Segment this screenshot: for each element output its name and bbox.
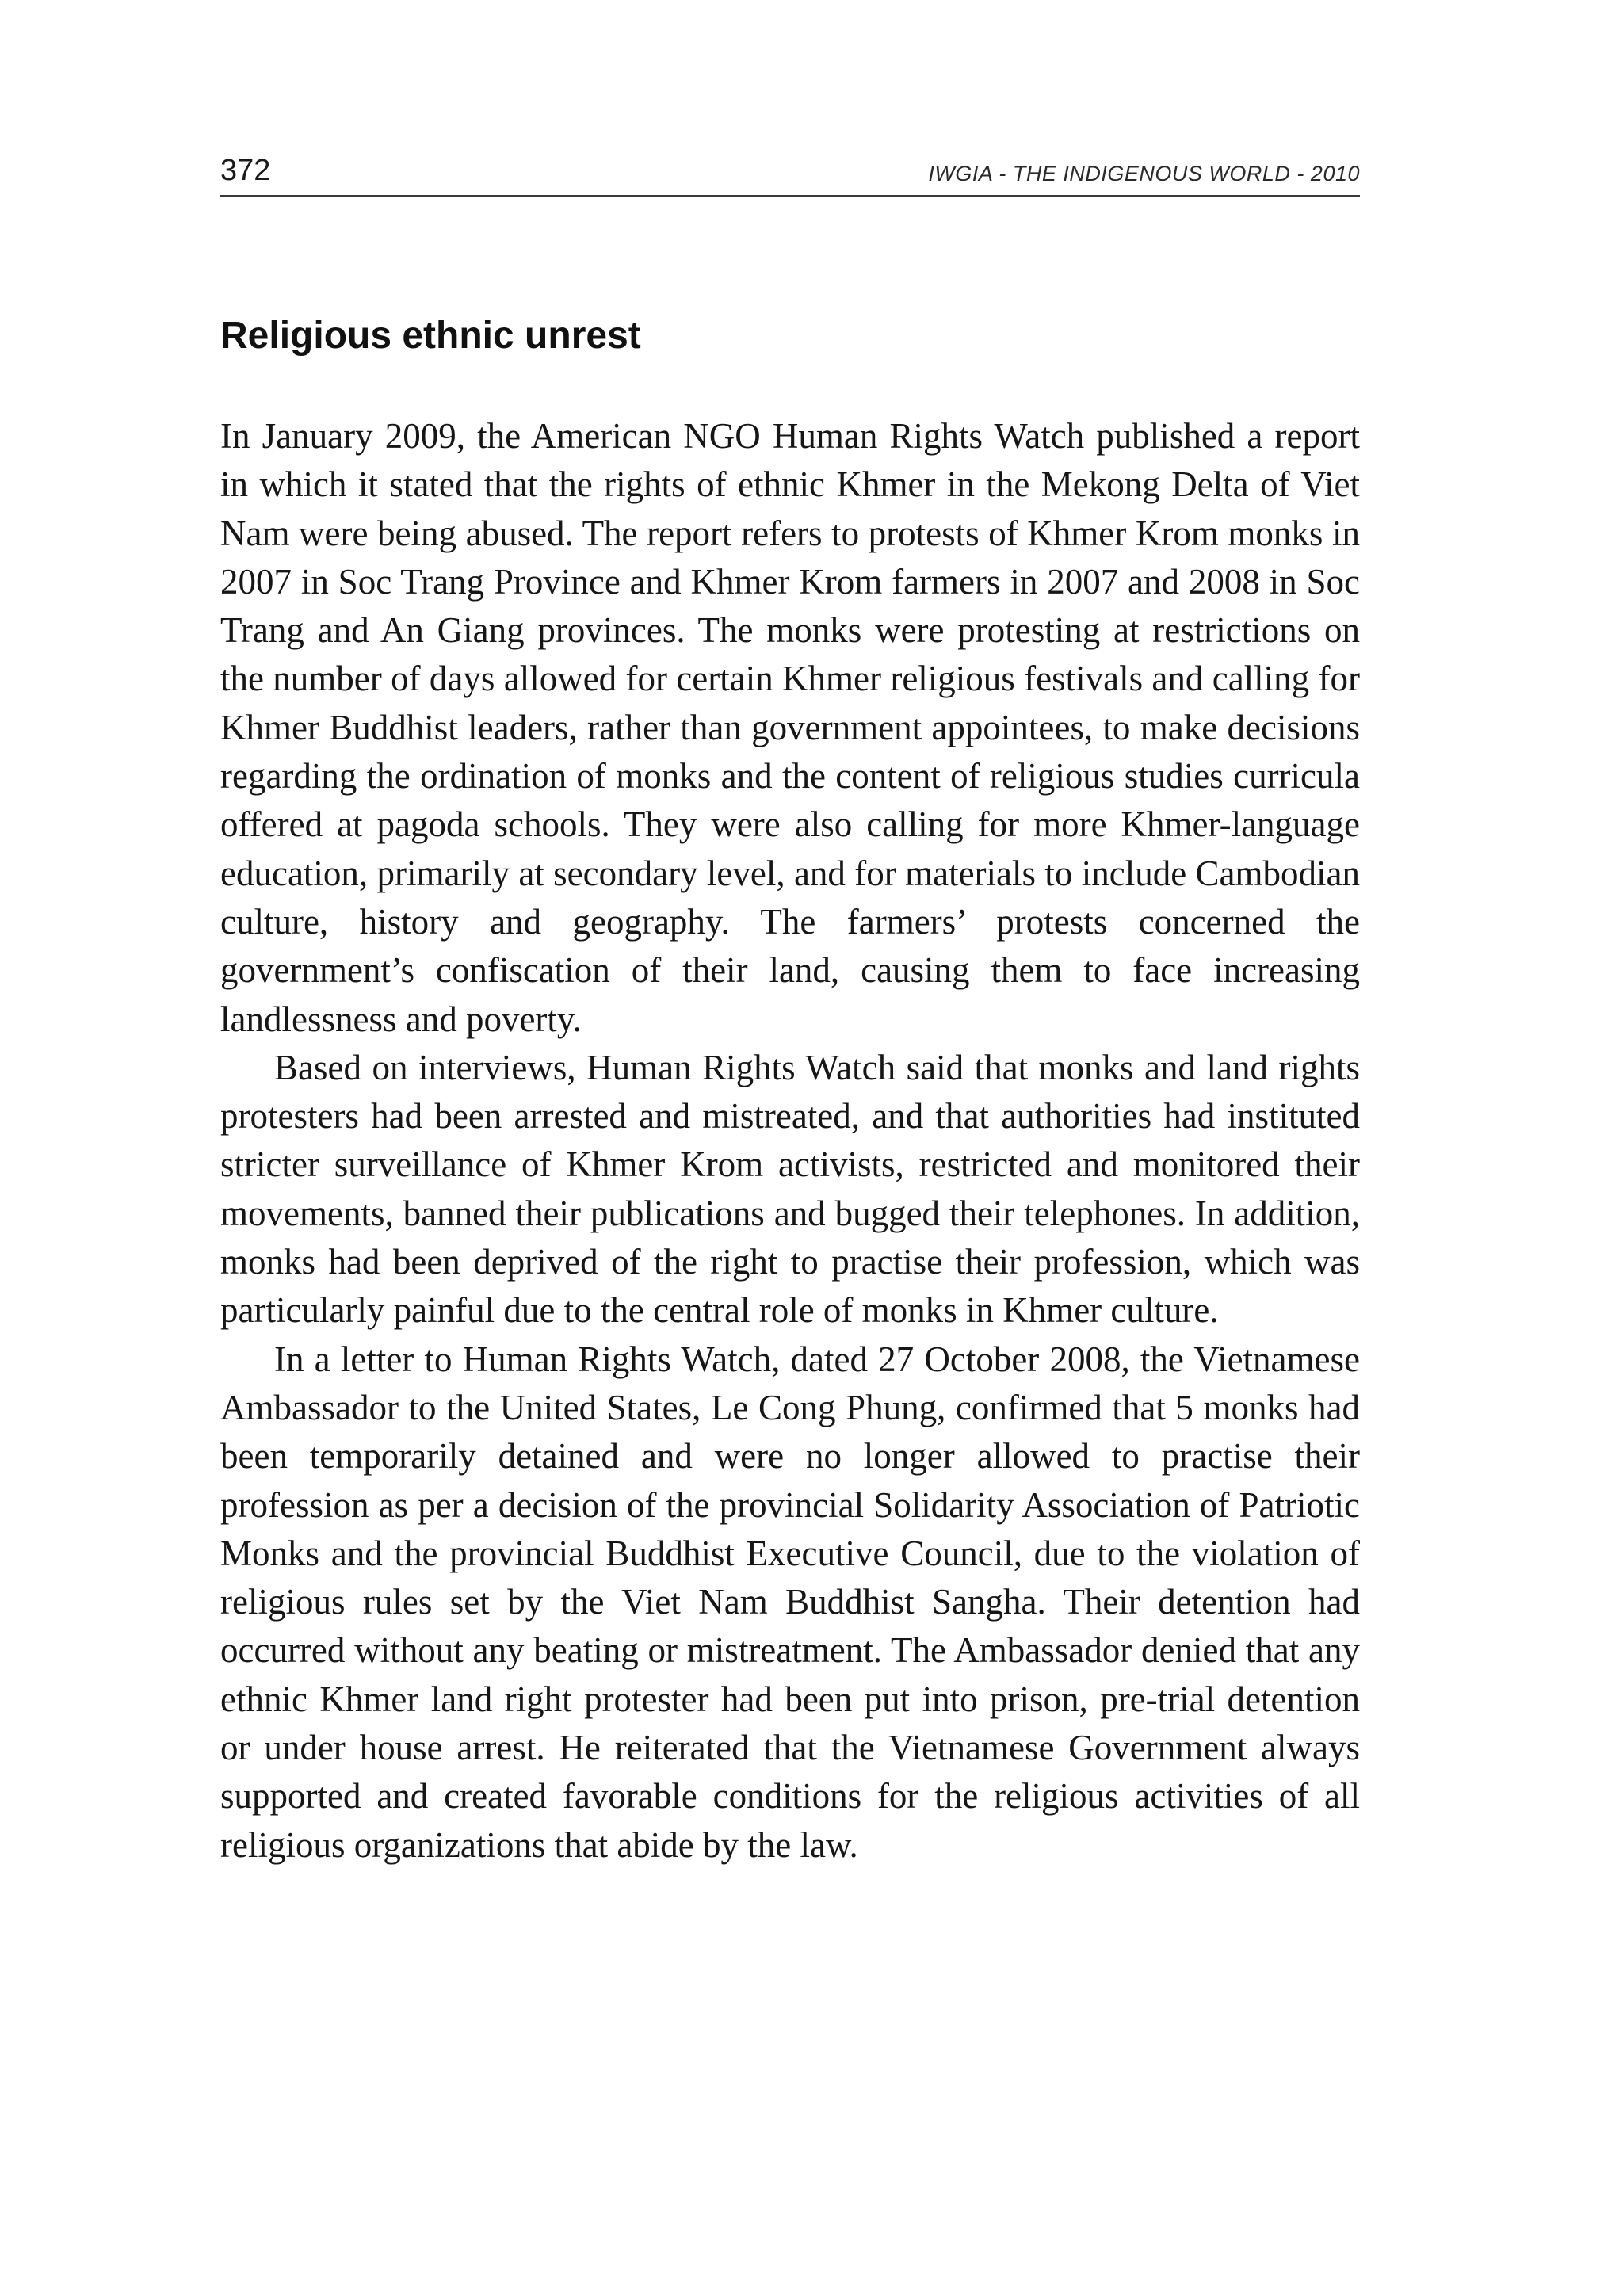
body-text [220,412,1360,1870]
page-number: 372 [220,154,271,187]
running-header [220,151,1360,197]
paragraph-1: In January 2009, the American NGO Human Rights Watch published a report in which it stated that the rights of ethnic Khmer in the Mekong Delta of Viet Nam were being abused. The report refers to protests of Khmer Krom monks in 2007 in Soc Trang Province and Khmer Krom farmers in 2007 and 2008 in Soc Trang and An Giang provinces. The monks were protesting at restrictions on the number of days allowed for certain Khmer religious festivals and calling for Khmer Buddhist leaders, rather than government appointees, to make decisions regarding the ordination of monks and the content of religious studies curricula offered at pagoda schools. They were also calling for more Khmer-language education, primarily at secondary level, and for materials to include Cambodian culture, history and geography. The farmers’ protests concerned the government’s confiscation of their land, causing them to face increasing landlessness and poverty. [220,416,1360,1039]
publication-title: IWGIA - THE INDIGENOUS WORLD - 2010 [928,162,1360,185]
paragraph-3: In a letter to Human Rights Watch, dated 27 October 2008, the Vietnamese Ambassador to the United States, Le Cong Phung, confirmed that 5 monks had been temporarily detained and were no longer allowed to practise their profession as per a decision of the provincial Solidarity Association of Patriotic Monks and the provincial Buddhist Executive Council, due to the violation of religious rules set by the Viet Nam Buddhist Sangha. Their detention had occurred without any beating or mistreatment. The Ambassador denied that any ethnic Khmer land right protester had been put into prison, pre-trial detention or under house arrest. He reiterated that the Vietnamese Government always supported and created favorable conditions for the religious activities of all religious organizations that abide by the law. [220,1339,1360,1865]
section-heading: Religious ethnic unrest [220,315,641,357]
paragraph-2: Based on interviews, Human Rights Watch said that monks and land rights protesters had been arrested and mistreated, and that authorities had instituted stricter surveillance of Khmer Krom activists, restricted and monitored their movements, banned their publications and bugged their telephones. In addition, monks had been deprived of the right to practise their profession, which was particularly painful due to the central role of monks in Khmer culture. [220,1047,1360,1331]
